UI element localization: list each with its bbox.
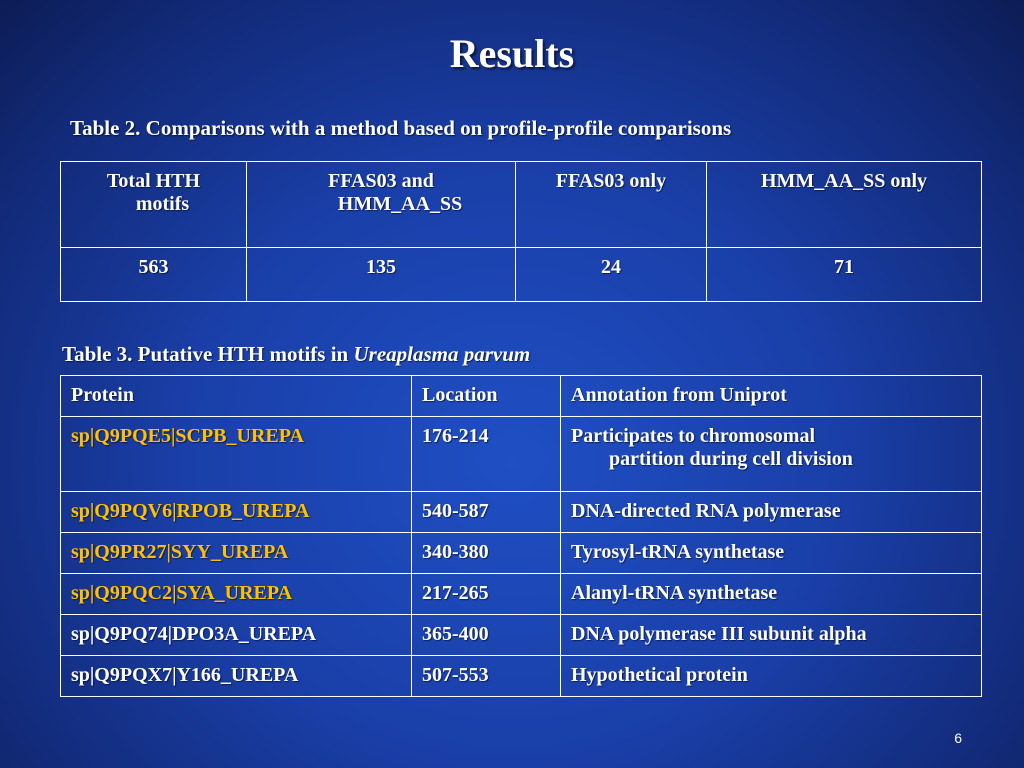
annotation-cell: Tyrosyl-tRNA synthetase	[561, 533, 982, 574]
header-location: Location	[412, 376, 561, 417]
annotation-cell	[561, 417, 982, 492]
table-row	[61, 574, 982, 615]
annotation-cell: DNA-directed RNA polymerase	[561, 492, 982, 533]
value-hmm-only: 71	[707, 248, 982, 302]
value-ffas03-only: 24	[516, 248, 707, 302]
header-line: FFAS03 only	[555, 170, 667, 192]
header-total-hth-motifs	[61, 162, 247, 248]
header-ffas03-and-hmm	[247, 162, 516, 248]
header-line: HMM_AA_SS	[337, 193, 463, 215]
protein-cell: sp|Q9PQX7|Y166_UREPA	[61, 656, 412, 697]
location-cell: 176-214	[412, 417, 561, 492]
slide-title: Results	[449, 31, 575, 76]
table-row	[61, 533, 982, 574]
header-annotation: Annotation from Uniprot	[561, 376, 982, 417]
table-row	[61, 248, 982, 302]
caption-prefix: Table 3. Putative HTH motifs in	[62, 342, 354, 366]
annotation-cell: Alanyl-tRNA synthetase	[561, 574, 982, 615]
protein-cell: sp|Q9PQV6|RPOB_UREPA	[61, 492, 412, 533]
table2-caption: Table 2. Comparisons with a method based on profile-profile comparisons	[70, 116, 732, 140]
header-protein: Protein	[61, 376, 412, 417]
table-row	[61, 615, 982, 656]
annotation-line: Participates to chromosomal	[571, 425, 816, 447]
table-row	[61, 656, 982, 697]
table-row	[61, 492, 982, 533]
header-line: motifs	[135, 193, 190, 215]
table-row	[61, 417, 982, 492]
comparison-table	[60, 161, 982, 302]
hth-motifs-table	[60, 375, 982, 697]
header-line: FFAS03 and	[328, 170, 434, 192]
location-cell: 217-265	[412, 574, 561, 615]
annotation-cell: DNA polymerase III subunit alpha	[561, 615, 982, 656]
protein-cell: sp|Q9PQC2|SYA_UREPA	[61, 574, 412, 615]
header-hmm-only	[707, 162, 982, 248]
protein-cell: sp|Q9PR27|SYY_UREPA	[61, 533, 412, 574]
table-header-row	[61, 376, 982, 417]
header-line: Total HTH	[106, 170, 201, 192]
header-ffas03-only	[516, 162, 707, 248]
value-total: 563	[61, 248, 247, 302]
location-cell: 365-400	[412, 615, 561, 656]
location-cell: 340-380	[412, 533, 561, 574]
table3-caption	[62, 342, 530, 367]
page-number: 6	[954, 730, 962, 746]
value-both: 135	[247, 248, 516, 302]
protein-cell: sp|Q9PQ74|DPO3A_UREPA	[61, 615, 412, 656]
table-header-row	[61, 162, 982, 248]
annotation-line: partition during cell division	[609, 448, 853, 470]
caption-species: Ureaplasma parvum	[353, 342, 531, 366]
header-line: HMM_AA_SS only	[760, 170, 928, 192]
protein-cell: sp|Q9PQE5|SCPB_UREPA	[61, 417, 412, 492]
annotation-cell: Hypothetical protein	[561, 656, 982, 697]
location-cell: 540-587	[412, 492, 561, 533]
location-cell: 507-553	[412, 656, 561, 697]
